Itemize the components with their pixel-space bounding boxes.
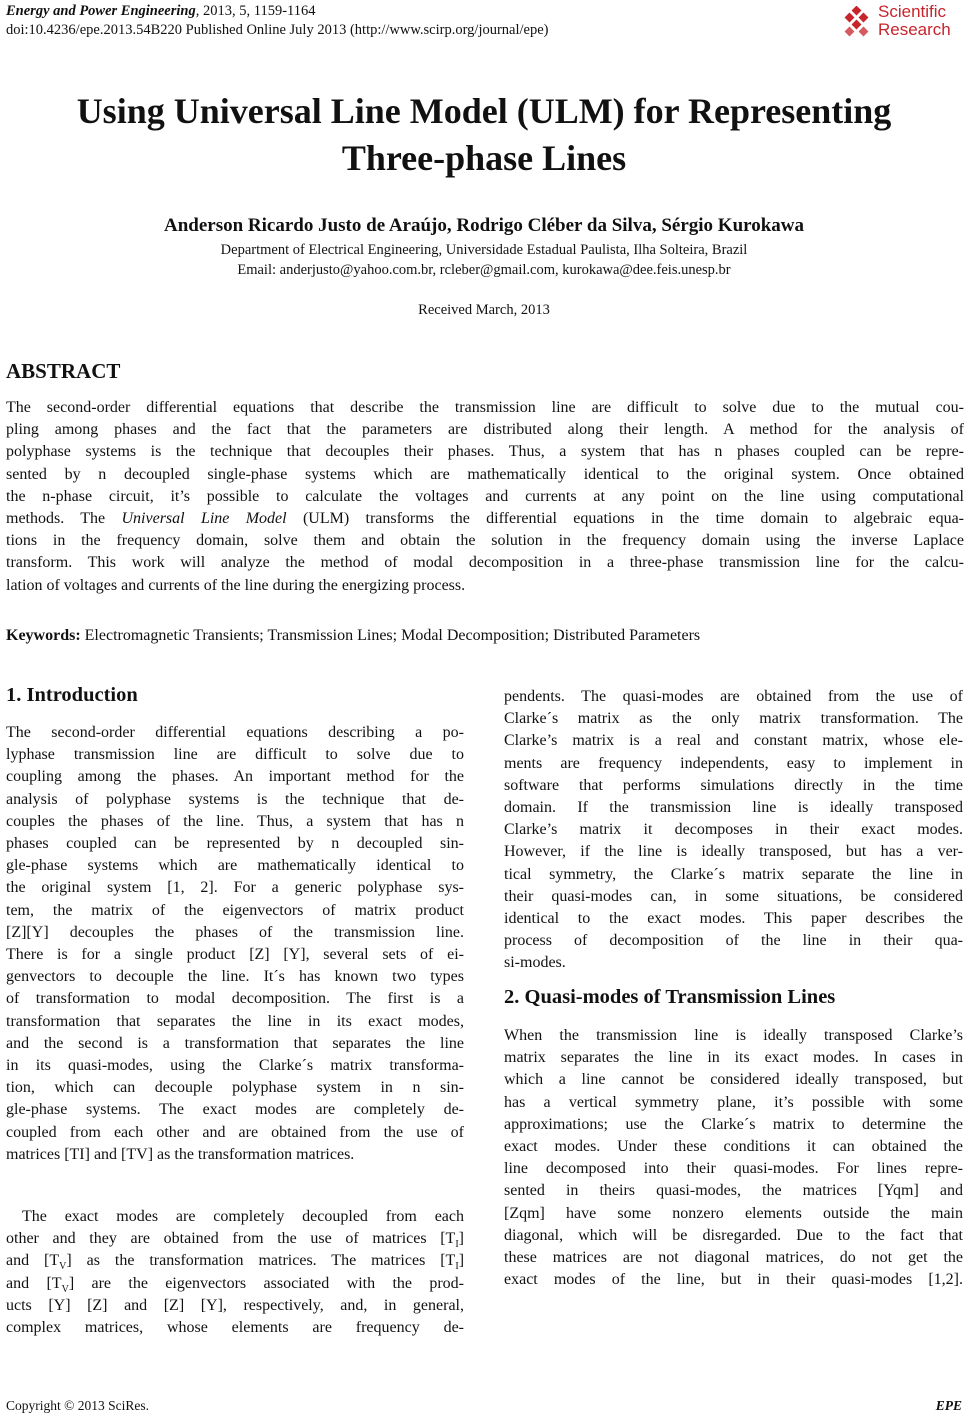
section-2-paragraph-1: When the transmission line is ideally transposed Clarke’s matrix separates the line in its exact modes. In cases in which a line cannot be considered ideally transposed, but has a vertical symmetry plane, it’s possible with some approximations; use the Clarke´s matrix to determine the exact modes. Under these conditions it can obtained the line decomposed into their quasi-modes. For lines repre- sented in theirs quasi-modes, the matrices [Yqm] and [Zqm] have some nonzero elements outside the main diagonal, which will be disregarded. Due to the fact that these matrices are not diagonal matrices, do not get the exact modes of the line, but in their quasi-modes [1,2]. xyxy=(504,1027,963,1289)
doi-line: doi:10.4236/epe.2013.54B220 Published Online July 2013 (http://www.scirp.org/journal/epe) xyxy=(6,22,549,38)
affiliation: Department of Electrical Engineering, Universidade Estadual Paulista, Ilha Solteira, Brazil xyxy=(220,242,748,258)
journal-abbreviation: EPE xyxy=(935,1398,962,1413)
copyright: Copyright © 2013 SciRes. xyxy=(6,1398,150,1413)
intro-paragraph-2: The exact modes are completely decoupled from each other and they are obtained from the use of matrices $[T_I]$ and $[T_V]$ as the transformation matrices. The matrices $[T_I]$ and $[T_V]$ are the eigenvectors associated with the prod- ucts [Y] [Z] and [Z] [Y], respectively, and, in general, complex matrices, whose elements are frequency de- xyxy=(6,1208,465,1337)
publisher-logo xyxy=(840,2,962,42)
received-date: Received March, 2013 xyxy=(418,302,550,318)
authors: Anderson Ricardo Justo de Araújo, Rodrigo Cléber da Silva, Sérgio Kurokawa xyxy=(163,215,805,236)
journal-header xyxy=(6,2,316,20)
section-1-heading: 1. Introduction xyxy=(6,684,138,706)
journal-citation: , 2013, 5, 1159-1164 xyxy=(195,3,316,19)
section-2-heading: 2. Quasi-modes of Transmission Lines xyxy=(504,986,836,1008)
abstract-body: The second-order differential equations that describe the transmission line are difficult to solve due to the mutual cou- pling among phases and the fact that the parameters are distributed along their length. A method for the analysis of polyphase systems is the technique that decouples their phases. Thus, a system that has n phases coupled can be repre- sented by n decoupled single-phase systems which are mathematically identical to the original system. Once obtained the n-phase circuit, it’s possible to calculate the voltages and currents at any point on the line using computational methods. The Universal Line Model (ULM) transforms the differential equations in the time domain to algebraic equa- tions in the frequency domain, solve them and obtain the solution in the frequency domain using the inverse Laplace transform. This work will analyze the method of modal decomposition in a three-phase transmission line for the calcu- lation of voltages and currents of the line during the energizing process. xyxy=(6,399,965,594)
abstract-line-ulm: methods. The Universal Line Model (ULM) transforms the differential equations in the time domain to algebraic equa- xyxy=(6,510,965,528)
keywords-text: Electromagnetic Transients; Transmission Lines; Modal Decomposition; Distributed Parameters xyxy=(80,627,701,644)
journal-name: Energy and Power Engineering xyxy=(6,3,196,19)
abstract-heading: ABSTRACT xyxy=(6,359,121,383)
right-paragraph-1: pendents. The quasi-modes are obtained from the use of Clarke´s matrix as the only matrix transformation. The Clarke’s matrix is a real and constant matrix, whose ele- ments are frequency independents, easy to implement in software that performs simulations directly in the time domain. If the transmission line is ideally transposed Clarke’s matrix it decomposes in their exact modes. However, if the line is ideally transposed, but has a ver- tical symmetry, the Clarke´s matrix separate the line in their quasi-modes can, in some situations, be considered identical to the exact modes. This paper describes the process of decomposition of the line in their qua- si-modes. xyxy=(504,688,963,972)
publisher-logo-text: Scientific Research xyxy=(878,2,951,39)
intro-paragraph-1: The second-order differential equations describing a po- lyphase transmission line are difficult to solve due to coupling among the phases. An important method for the analysis of polyphase systems is the technique that de- couples the phases of the line. Thus, a system that has n phases coupled can be represented by n decoupled sin- gle-phase systems which are mathematically identical to the original system [1, 2]. For a generic polyphase sys- tem, the matrix of the eigenvectors of matrix product [Z][Y] decouples the phases of the transmission line. There is for a single product [Z] [Y], several sets of ei- genvectors to decouple the line. It´s has known two types of transformation to modal decomposition. The first is a transformation that separates the line in its exact modes, and the second is a transformation that separates the line in its quasi-modes, using the Clarke´s matrix transforma- tion, which can decouple polyphase system in n sin- gle-phase systems. The exact modes are completely de- coupled from each other and are obtained from the use of matrices [TI] and [TV] as the transformation matrices. xyxy=(6,724,464,1163)
keywords-label: Keywords: xyxy=(6,627,81,644)
paper-title: Using Universal Line Model (ULM) for Representing Three-phase Lines xyxy=(76,91,892,178)
publisher-logo-icon xyxy=(840,6,874,40)
keywords xyxy=(6,627,700,645)
email: Email: anderjusto@yahoo.com.br, rcleber@gmail.com, kurokawa@dee.feis.unesp.br xyxy=(237,262,731,278)
